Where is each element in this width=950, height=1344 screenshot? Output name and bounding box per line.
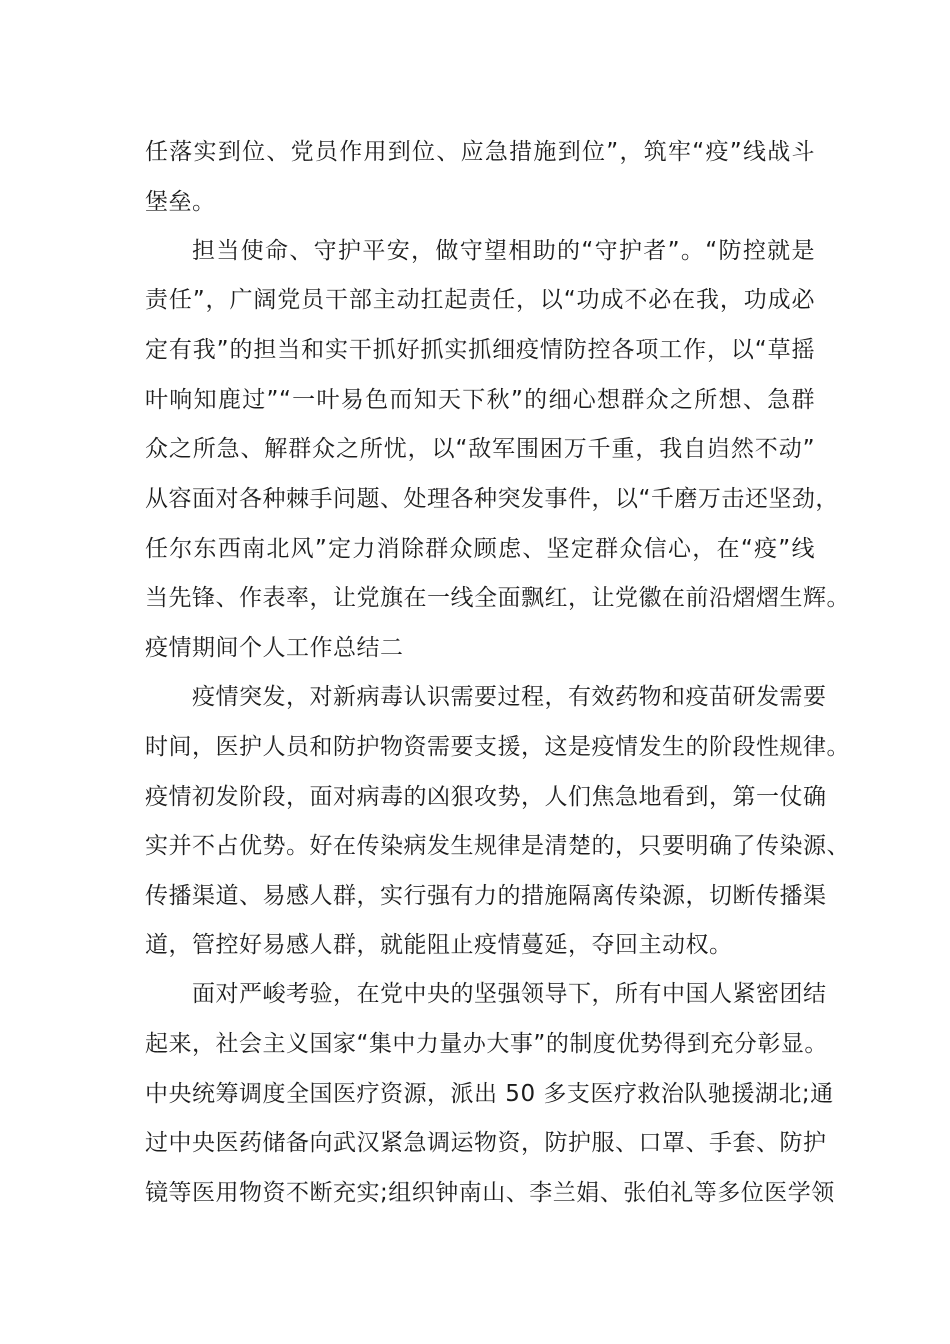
text-line: 过中央医药储备向武汉紧急调运物资，防护服、口罩、手套、防护 bbox=[145, 1130, 827, 1156]
text-line: 定有我”的担当和实干抓好抓实抓细疫情防控各项工作，以“草摇 bbox=[145, 337, 815, 363]
paragraph-first-line: 面对严峻考验，在党中央的坚强领导下，所有中国人紧密团结 bbox=[192, 981, 827, 1007]
text-line: 叶响知鹿过”“一叶易色而知天下秋”的细心想群众之所想、急群 bbox=[145, 387, 815, 413]
text-line: 从容面对各种棘手问题、处理各种突发事件，以“千磨万击还坚劲， bbox=[145, 486, 839, 512]
section-heading: 疫情期间个人工作总结二 bbox=[145, 635, 404, 661]
text-line: 起来，社会主义国家“集中力量办大事”的制度优势得到充分彰显。 bbox=[145, 1031, 828, 1057]
text-line: 实并不占优势。好在传染病发生规律是清楚的，只要明确了传染源、 bbox=[145, 833, 850, 859]
text-line: 众之所急、解群众之所忧，以“敌军围困万千重，我自岿然不动” bbox=[145, 436, 815, 462]
text-line: 镜等医用物资不断充实;组织钟南山、李兰娟、张伯礼等多位医学领 bbox=[145, 1180, 835, 1206]
paragraph-first-line: 担当使命、守护平安，做守望相助的“守护者”。“防控就是 bbox=[192, 238, 815, 264]
text-line: 中央统筹调度全国医疗资源，派出 50 多支医疗救治队驰援湖北;通 bbox=[145, 1081, 834, 1107]
text-line: 道，管控好易感人群，就能阻止疫情蔓延，夺回主动权。 bbox=[145, 932, 733, 958]
paragraph-first-line: 疫情突发，对新病毒认识需要过程，有效药物和疫苗研发需要 bbox=[192, 684, 827, 710]
text-line: 堡垒。 bbox=[145, 189, 216, 215]
text-line: 任落实到位、党员作用到位、应急措施到位”，筑牢“疫”线战斗 bbox=[145, 139, 815, 165]
text-line: 责任”，广阔党员干部主动扛起责任，以“功成不必在我，功成必 bbox=[145, 287, 815, 313]
text-line: 当先锋、作表率，让党旗在一线全面飘红，让党徽在前沿熠熠生辉。 bbox=[145, 585, 850, 611]
text-line: 时间，医护人员和防护物资需要支援，这是疫情发生的阶段性规律。 bbox=[145, 734, 850, 760]
text-line: 疫情初发阶段，面对病毒的凶狠攻势，人们焦急地看到，第一仗确 bbox=[145, 784, 827, 810]
text-line: 任尔东西南北风”定力消除群众顾虑、坚定群众信心，在“疫”线 bbox=[145, 536, 815, 562]
text-line: 传播渠道、易感人群，实行强有力的措施隔离传染源，切断传播渠 bbox=[145, 883, 827, 909]
